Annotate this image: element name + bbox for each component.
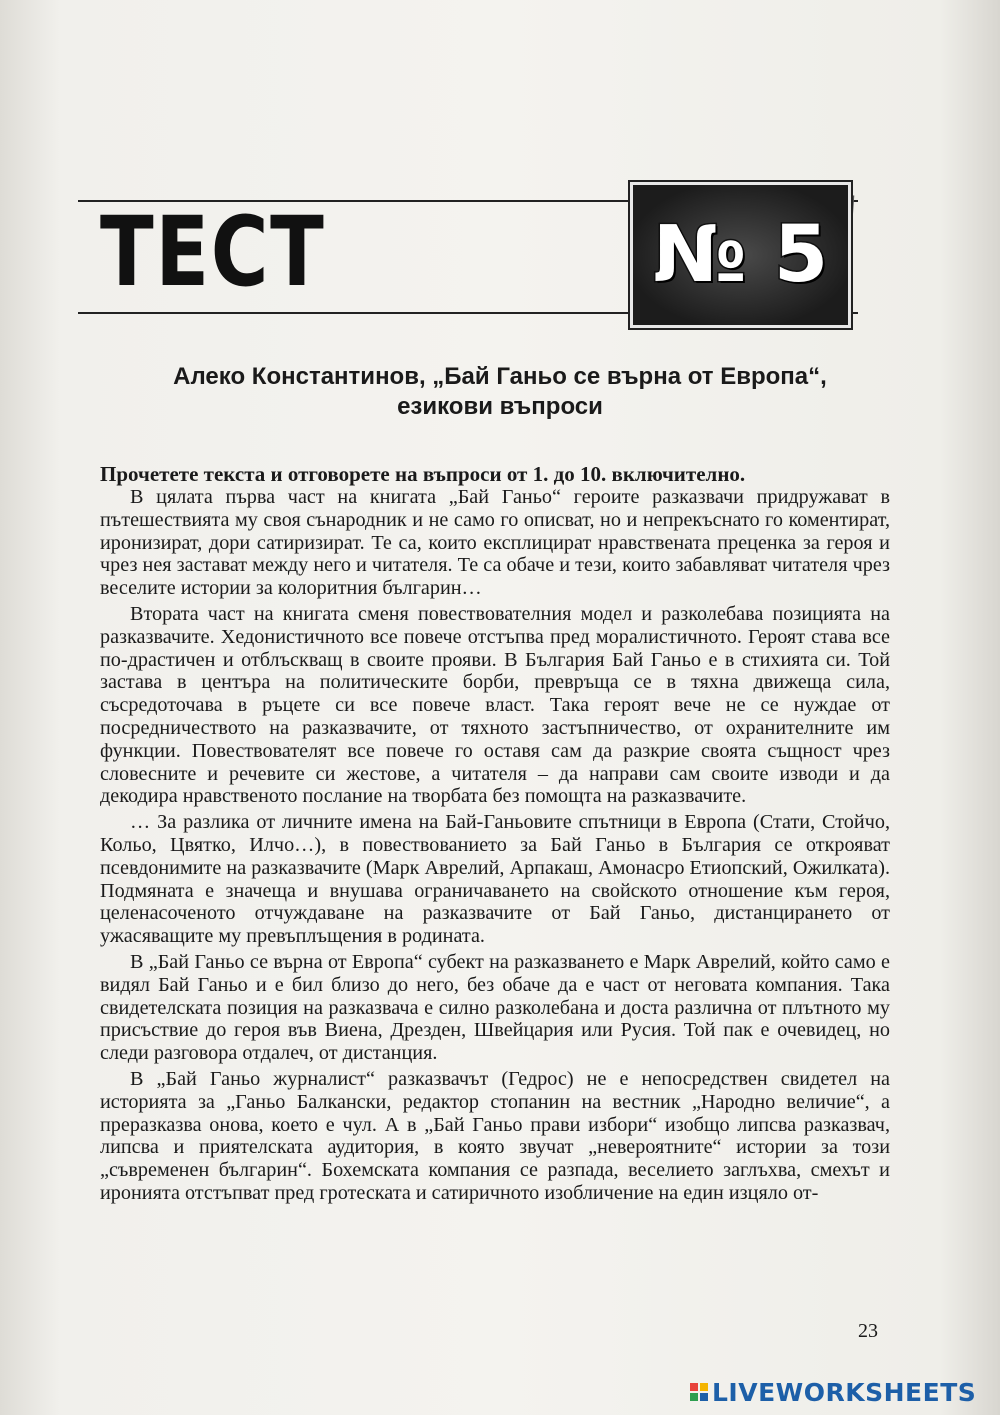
article-title (100, 362, 900, 422)
test-heading: ТЕСТ (100, 196, 326, 308)
title-line-1: Алеко Константинов, „Бай Ганьо се върна от Европа“, (173, 363, 827, 390)
paragraph: В цялата първа част на книгата „Бай Ганьо“ героите разказвачи придружават в пътешествията му своя сънародник и не само го описват, но и непрекъснато го коментират, иронизират, дори сатиризират. Те са, които експлицират нравствената преценка за героя и чрез нея застават между него и читателя. Те са обаче и тези, които забавляват читателя чрез веселите истории за колоритния българин… (100, 486, 890, 600)
page-number: 23 (858, 1320, 878, 1342)
liveworksheets-logo-icon (690, 1383, 708, 1401)
watermark-text: LIVEWORKSHEETS (712, 1377, 977, 1407)
title-line-2: езикови въпроси (397, 393, 603, 420)
test-number: № 5 (652, 210, 829, 300)
liveworksheets-watermark (690, 1376, 976, 1408)
test-number-badge (630, 182, 851, 328)
text-body (100, 486, 890, 1208)
paragraph: … За разлика от личните имена на Бай-Ганьовите спътници в Европа (Стати, Стойчо, Кольо, Цвятко, Илчо…), в повествованието за Бай Ганьо в България се открояват псевдонимите на разказвачите (Марк Аврелий, Арпакаш, Амонасро Етиопский, Ожилката). Подмяната е значеща и внушава ограничаването на свойското отношение към героя, целенасоченото отчуждаване на разказвачите от Бай Ганьо, дистанцирането от ужасяващите му превъплъщения в родината. (100, 811, 890, 948)
paragraph: Втората част на книгата сменя повествователния модел и разколебава позицията на разказвачите. Хедонистичното все повече отстъпва пред моралистичното. Героят става все по-драстичен и отблъскващ в своите прояви. В България Бай Ганьо е в стихията си. Той застава в центъра на политическите борби, превръща се в тяхна движеща сила, съсредоточава в ръцете си все повече власт. Така героят вече не се нуждае от посредничеството на разказвачите, от тяхното застъпничество, от охранителните им функции. Повествователят все повече го оставя сам да разкрие своята същност чрез словесните и речевите си жестове, а читателя – да направи сам своите изводи и да декодира нравственото послание на творбата без помощта на разказвачите. (100, 602, 890, 808)
instruction: Прочетете текста и отговорете на въпроси от 1. до 10. включително. (100, 462, 746, 486)
paragraph: В „Бай Ганьо журналист“ разказвачът (Гедрос) не е непосредствен свидетел на историята за „Ганьо Балкански, редактор стопанин на вестник „Народно величие“, а преразказва онова, което е чул. А в „Бай Ганьо прави избори“ изобщо липсва разказвач, липсва и приятелската аудитория, в която звучат „невероятните“ истории за този „съвременен българин“. Бохемската компания се разпада, веселието заглъхва, смехът и иронията отстъпват пред гротеската и сатиричното изобличение на един изцяло от- (100, 1067, 890, 1204)
paragraph: В „Бай Ганьо се върна от Европа“ субект на разказването е Марк Аврелий, който само е видял Бай Ганьо и е бил близо до него, без обаче да е част от неговата компания. Така свидетелската позиция на разказвача е силно разколебана и доста различна от плътното му присъствие до героя във Виена, Дрезден, Швейцария или Русия. Той пак е очевидец, но следи разговора отдалеч, от дистанция. (100, 950, 890, 1065)
